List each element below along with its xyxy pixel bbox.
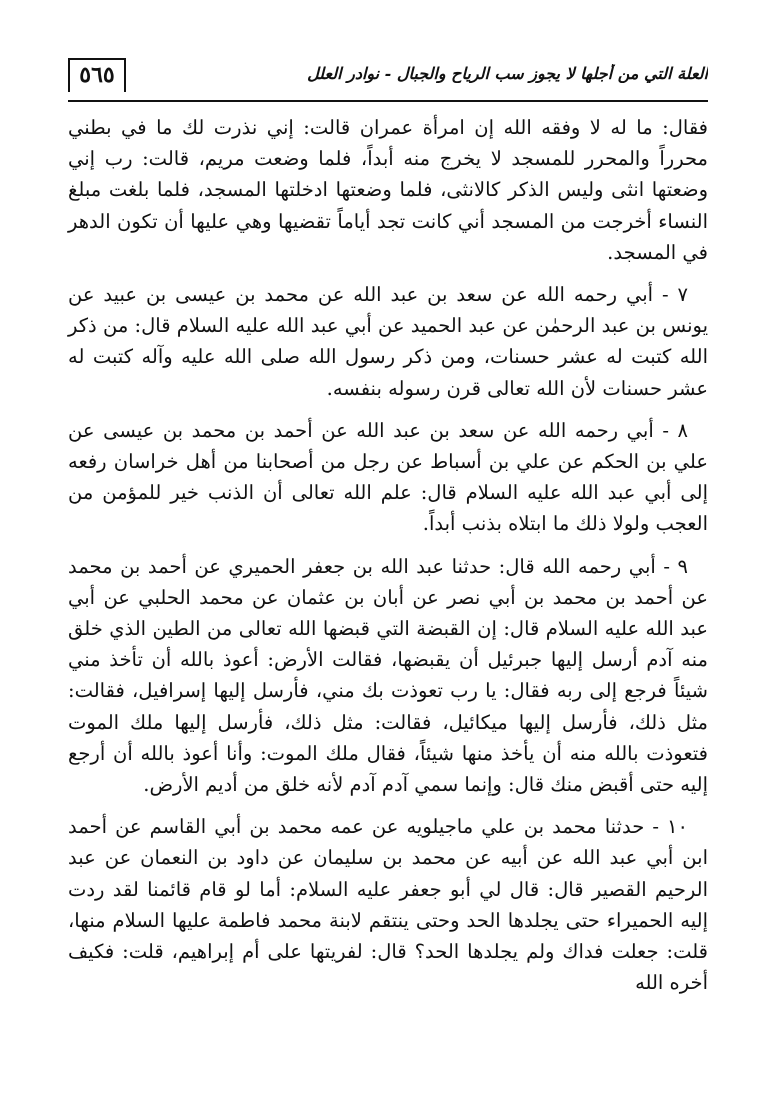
- paragraph: فقال: ما له لا وفقه الله إن امرأة عمران قالت: إني نذرت لك ما في بطني محرراً والمحرر للمسجد لا يخرج منه أبداً، فلما وضعت مريم، قالت: رب إني وضعتها انثى وليس الذكر كالانثى، فلما وضعتها ادخلتها المسجد، فلما بلغت مبلغ النساء أخرجت من المسجد أني كانت تجد أياماً تقضيها وهي عليها أن تكون الدهر في المسجد.: [68, 116, 708, 264]
- paragraph: ١٠ - حدثنا محمد بن علي ماجيلويه عن عمه محمد بن أبي القاسم عن أحمد ابن أبي عبد الله عن أبيه عن محمد بن سليمان عن داود بن النعمان عن عبد الرحيم القصير قال: قال لي أبو جعفر عليه السلام: أما لو قام قائمنا لقد ردت إليه الحميراء حتى يجلدها الحد وحتى ينتقم لابنة محمد فاطمة عليها السلام منها، قلت: جعلت فداك ولم يجلدها الحد؟ قال: لفريتها على أم إبراهيم، قلت: فكيف أخره الله: [68, 815, 708, 995]
- paragraph: ٧ - أبي رحمه الله عن سعد بن عبد الله عن محمد بن عيسى بن عبيد عن يونس بن عبد الرحمٰن عن عبد الحميد عن أبي عبد الله عليه السلام قال: من ذكر الله كتبت له عشر حسنات، ومن ذكر رسول الله صلى الله عليه وآله كتبت له عشر حسنات لأن الله تعالى قرن رسوله بنفسه.: [68, 283, 708, 400]
- document-page: [68, 52, 708, 1092]
- page-number: ٥٦٥: [68, 58, 126, 92]
- paragraph: ٩ - أبي رحمه الله قال: حدثنا عبد الله بن جعفر الحميري عن أحمد بن محمد عن أحمد بن محمد بن أبي نصر عن أبان بن عثمان عن محمد الحلبي عن أبي عبد الله عليه السلام قال: إن القبضة التي قبضها الله تعالى من الطين الذي خلق منه آدم أرسل إليها جبرئيل أن يقبضها، فقالت الأرض: أعوذ بالله أن تأخذ مني شيئاً فرجع إلى ربه فقال: يا رب تعوذت بك مني، فأرسل إليها إسرافيل، فقالت: مثل ذلك، فأرسل إليها ميكائيل، فقالت: مثل ذلك، فأرسل إليها ملك الموت فتعوذت بالله منه أن يأخذ منها شيئاً، فقال ملك الموت: وأنا أعوذ بالله أن أرجع إليه حتى أقبض منك قال: وإنما سمي آدم آدم لأنه خلق من أديم الأرض.: [68, 554, 708, 797]
- paragraph: ٨ - أبي رحمه الله عن سعد بن عبد الله عن أحمد بن محمد بن عيسى عن علي بن الحكم عن علي بن أسباط عن رجل من أصحابنا من أهل خراسان رفعه إلى أبي عبد الله عليه السلام قال: علم الله تعالى أن الذنب خير للمؤمن من العجب ولولا ذلك ما ابتلاه بذنب أبداً.: [68, 418, 708, 536]
- body-text: [68, 112, 708, 998]
- page-header: [68, 52, 708, 102]
- running-title: العلة التي من أجلها لا يجوز سب الرياح والجبال - نوادر العلل: [307, 64, 708, 83]
